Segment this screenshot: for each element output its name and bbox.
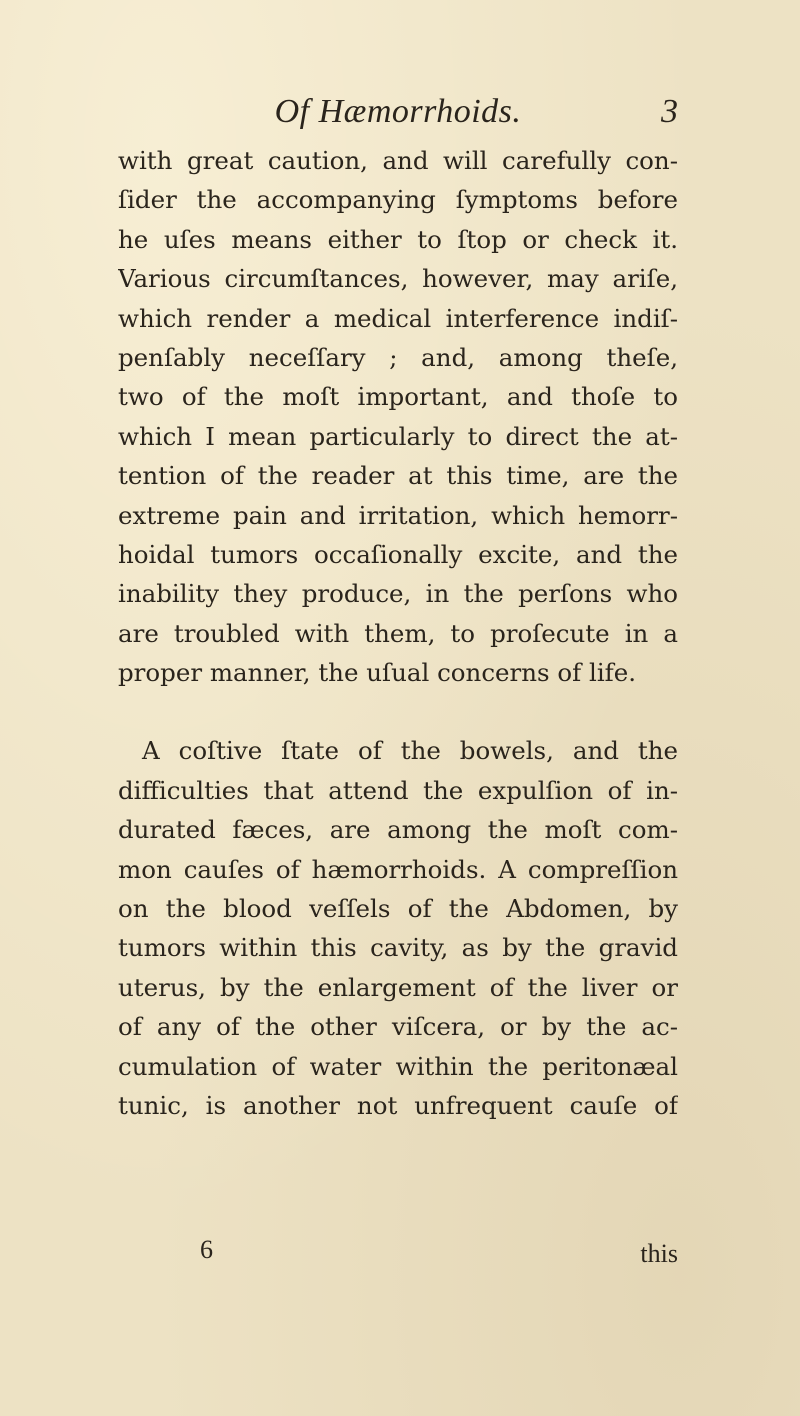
text-line: with great caution, and will carefully con- [118, 146, 678, 175]
signature-mark: 6 [200, 1235, 213, 1264]
page-footer [118, 1232, 678, 1272]
text-line: ſider the accompanying ſymptoms before [118, 185, 678, 215]
catchword: this [640, 1239, 678, 1268]
text-line: which render a medical interference indiſ- [118, 303, 678, 333]
paragraph-gap [118, 692, 678, 731]
text-line: inability they produce, in the perſons who [118, 579, 678, 609]
text-line: mon cauſes of hæmorrhoids. A compreſſion [118, 854, 678, 884]
text-line: of any of the other viſcera, or by the ac- [118, 1012, 678, 1042]
text-line: two of the moſt important, and thoſe to [118, 382, 678, 412]
text-line: tention of the reader at this time, are the [118, 461, 678, 491]
text-line: penſably neceſſary ; and, among theſe, [118, 342, 678, 372]
text-line: cumulation of water within the peritonæal [118, 1051, 678, 1081]
text-line: difficulties that attend the expulſion of in- [118, 775, 678, 805]
text-line: proper manner, the uſual concerns of life. [118, 658, 637, 688]
text-line: he uſes means either to ſtop or check it. [118, 224, 678, 254]
running-title: Of Hæmorrhoids. [274, 93, 522, 130]
text-line: hoidal tumors occaſionally excite, and the [118, 539, 678, 569]
paragraph-1 [118, 141, 678, 692]
page-header [118, 92, 678, 136]
text-line: which I mean particularly to direct the at- [118, 421, 678, 451]
text-line: uterus, by the enlargement of the liver or [118, 972, 678, 1002]
text-line: A coſtive ſtate of the bowels, and the [142, 736, 678, 766]
paragraph-2 [118, 731, 678, 1125]
text-line: tunic, is another not unfrequent cauſe of [118, 1090, 678, 1120]
text-line: tumors within this cavity, as by the gravid [118, 933, 678, 963]
text-line: durated fæces, are among the moſt com- [118, 815, 678, 845]
text-line: on the blood veſſels of the Abdomen, by [118, 894, 678, 924]
text-line: extreme pain and irritation, which hemorr- [118, 500, 678, 530]
text-line: are troubled with them, to proſecute in a [118, 618, 678, 648]
page-number: 3 [661, 93, 678, 130]
body-text [118, 141, 678, 1125]
text-line: Various circumſtances, however, may ariſe, [118, 264, 678, 294]
